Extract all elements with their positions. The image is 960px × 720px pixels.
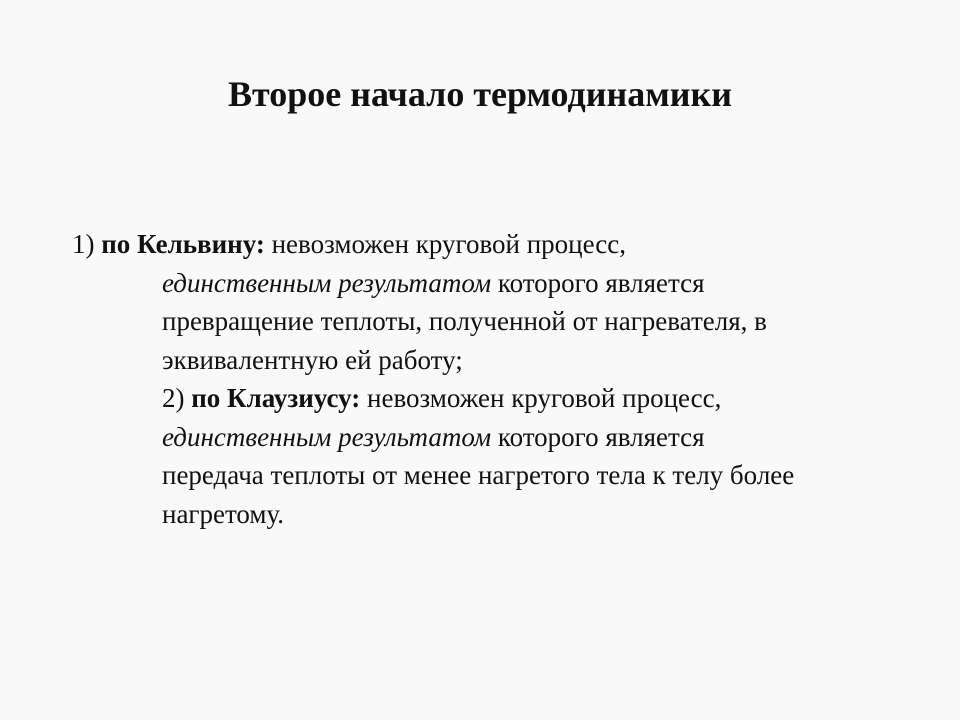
clausius-line-1 bbox=[72, 379, 932, 418]
clausius-emphasis: единственным результатом bbox=[162, 421, 492, 452]
kelvin-line-2 bbox=[72, 264, 932, 303]
clausius-number: 2) bbox=[162, 383, 192, 413]
slide-body bbox=[72, 225, 932, 533]
kelvin-line-3: превращение теплоты, полученной от нагревателя, в bbox=[162, 306, 767, 336]
clausius-statement-start: невозможен круговой процесс, bbox=[360, 383, 722, 413]
kelvin-line-1 bbox=[72, 225, 932, 264]
kelvin-statement-start: невозможен круговой процесс, bbox=[264, 229, 626, 259]
kelvin-number: 1) bbox=[72, 229, 102, 259]
clausius-line-3: передача теплоты от менее нагретого тела к телу более bbox=[162, 460, 795, 490]
clausius-statement-mid: которого является bbox=[491, 421, 705, 452]
clausius-line-2 bbox=[72, 418, 932, 457]
kelvin-label: по Кельвину: bbox=[101, 229, 265, 259]
slide-title: Второе начало термодинамики bbox=[228, 74, 732, 114]
clausius-line-4: нагретому. bbox=[162, 498, 285, 529]
kelvin-emphasis: единственным результатом bbox=[162, 267, 492, 298]
kelvin-statement-mid: которого является bbox=[491, 267, 705, 298]
kelvin-line-4: эквивалентную ей работу; bbox=[162, 344, 463, 375]
clausius-label: по Клаузиусу: bbox=[191, 383, 361, 413]
